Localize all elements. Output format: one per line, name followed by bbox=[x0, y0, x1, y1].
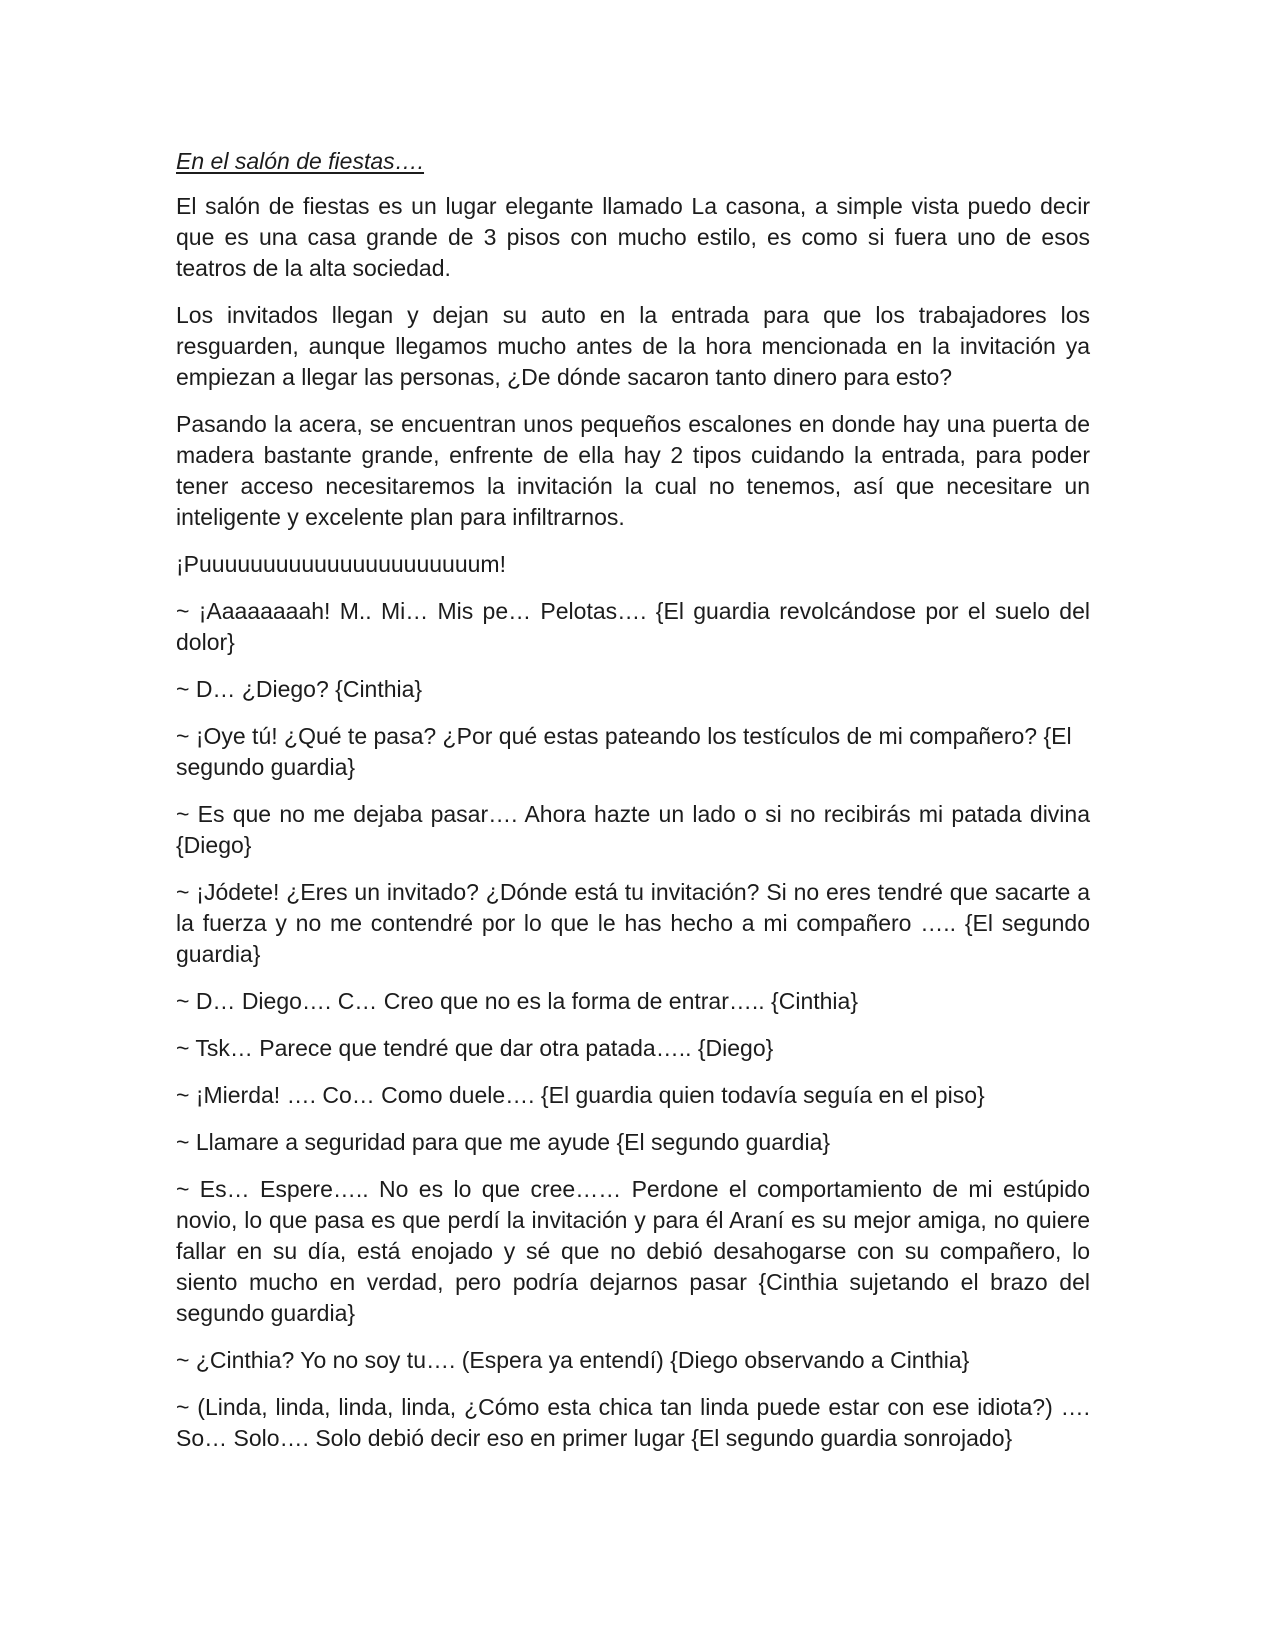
paragraph-8: ~ Es que no me dejaba pasar…. Ahora hazte un lado o si no recibirás mi patada divina {Diego} bbox=[176, 801, 1090, 858]
paragraph-6: ~ D… ¿Diego? {Cinthia} bbox=[176, 676, 423, 702]
paragraph-1: El salón de fiestas es un lugar elegante llamado La casona, a simple vista puedo decir que es una casa grande de 3 pisos con mucho estilo, es como si fuera uno de esos teatros de la alta sociedad. bbox=[176, 193, 1090, 281]
paragraph-14: ~ Es… Espere….. No es lo que cree…… Perdone el comportamiento de mi estúpido novio, lo que pasa es que perdí la invitación y para él Araní es su mejor amiga, no quiere fallar en su día, está enojado y sé que no debió desahogarse con su compañero, lo siento mucho en verdad, pero podría dejarnos pasar {Cinthia sujetando el brazo del segundo guardia} bbox=[176, 1176, 1090, 1326]
paragraph-13: ~ Llamare a seguridad para que me ayude {El segundo guardia} bbox=[176, 1129, 831, 1155]
paragraph-5: ~ ¡Aaaaaaaah! M.. Mi… Mis pe… Pelotas…. {El guardia revolcándose por el suelo del dolor} bbox=[176, 598, 1090, 655]
paragraph-9: ~ ¡Jódete! ¿Eres un invitado? ¿Dónde está tu invitación? Si no eres tendré que sacarte a la fuerza y no me contendré por lo que le has hecho a mi compañero ….. {El segundo guardia} bbox=[176, 879, 1090, 967]
paragraph-15: ~ ¿Cinthia? Yo no soy tu…. (Espera ya entendí) {Diego observando a Cinthia} bbox=[176, 1347, 970, 1373]
document-page bbox=[176, 146, 1090, 1470]
paragraph-2: Los invitados llegan y dejan su auto en la entrada para que los trabajadores los resguarden, aunque llegamos mucho antes de la hora mencionada en la invitación ya empiezan a llegar las personas, ¿De dónde sacaron tanto dinero para esto? bbox=[176, 302, 1090, 390]
section-heading: En el salón de fiestas…. bbox=[176, 148, 425, 174]
paragraph-7: ~ ¡Oye tú! ¿Qué te pasa? ¿Por qué estas pateando los testículos de mi compañero? {El segundo guardia} bbox=[176, 723, 1072, 780]
paragraph-10: ~ D… Diego…. C… Creo que no es la forma de entrar….. {Cinthia} bbox=[176, 988, 859, 1014]
paragraph-11: ~ Tsk… Parece que tendré que dar otra patada….. {Diego} bbox=[176, 1035, 774, 1061]
paragraph-3: Pasando la acera, se encuentran unos pequeños escalones en donde hay una puerta de madera bastante grande, enfrente de ella hay 2 tipos cuidando la entrada, para poder tener acceso necesitaremos la invitación la cual no tenemos, así que necesitare un inteligente y excelente plan para infiltrarnos. bbox=[176, 411, 1090, 530]
paragraph-4: ¡Puuuuuuuuuuuuuuuuuuuuuum! bbox=[176, 551, 506, 577]
paragraph-16: ~ (Linda, linda, linda, linda, ¿Cómo esta chica tan linda puede estar con ese idiota?) …. So… Solo…. Solo debió decir eso en primer lugar {El segundo guardia sonrojado} bbox=[176, 1394, 1090, 1451]
paragraph-12: ~ ¡Mierda! …. Co… Como duele…. {El guardia quien todavía seguía en el piso} bbox=[176, 1082, 985, 1108]
